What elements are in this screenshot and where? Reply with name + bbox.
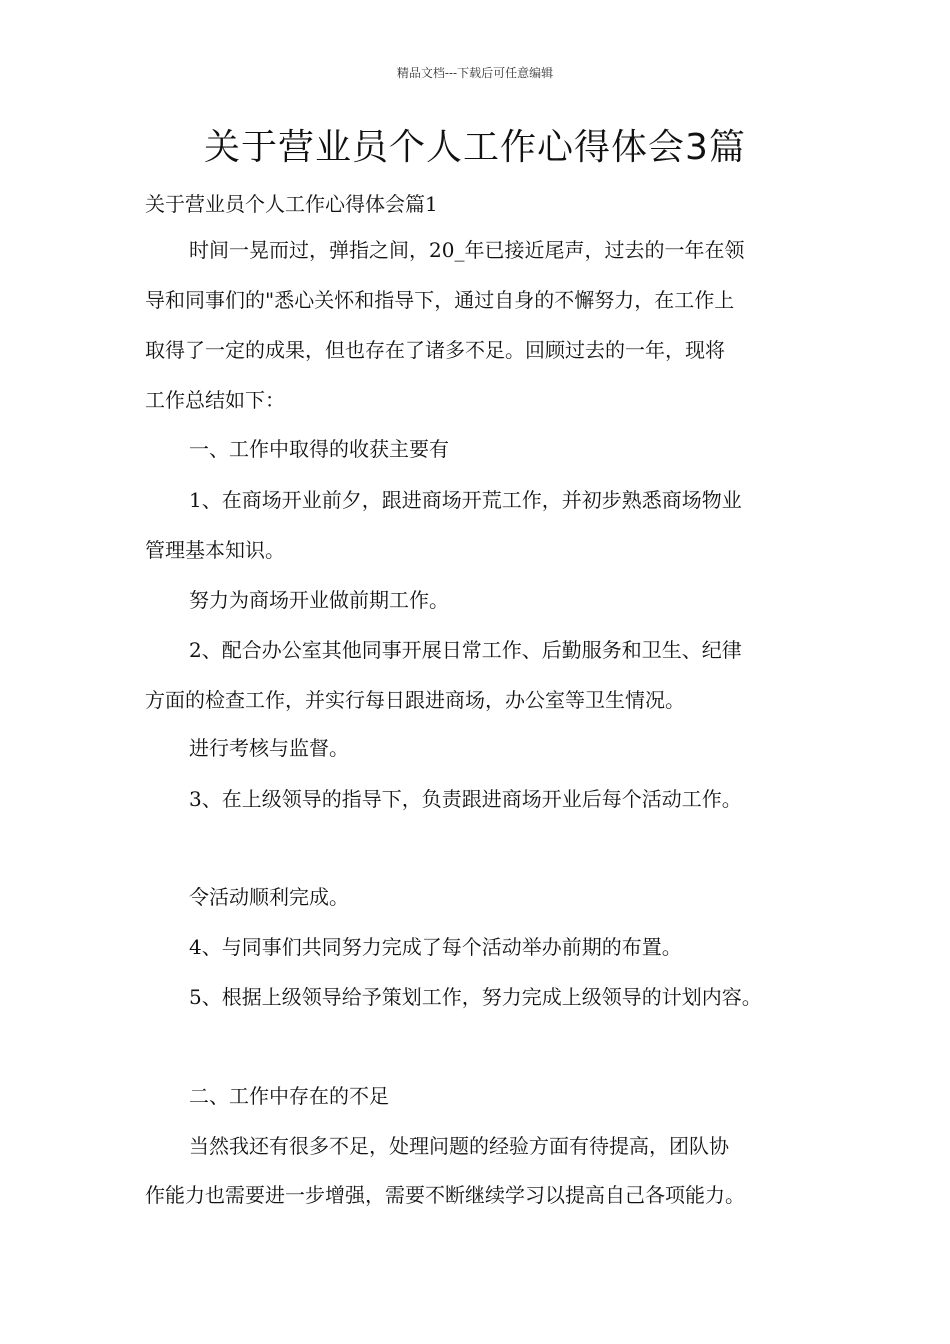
paragraph-line: 当然我还有很多不足，处理问题的经验方面有待提高，团队协 [189,1134,729,1158]
section-heading: 二、工作中存在的不足 [189,1084,389,1108]
header-note: 精品文档---下载后可任意编辑 [396,66,554,80]
paragraph-line: 5、根据上级领导给予策划工作，努力完成上级领导的计划内容。 [189,985,762,1009]
paragraph-line: 方面的检查工作，并实行每日跟进商场，办公室等卫生情况。 [145,688,685,712]
paragraph-line: 令活动顺利完成。 [189,885,349,909]
paragraph-line: 取得了一定的成果，但也存在了诸多不足。回顾过去的一年，现将 [145,338,725,362]
paragraph-line: 2、配合办公室其他同事开展日常工作、后勤服务和卫生、纪律 [189,638,742,662]
paragraph-line: 作能力也需要进一步增强，需要不断继续学习以提高自己各项能力。 [145,1183,745,1207]
section-heading: 一、工作中取得的收获主要有 [189,437,449,461]
paragraph-line: 努力为商场开业做前期工作。 [189,588,449,612]
paragraph-line: 时间一晃而过，弹指之间，20_年已接近尾声，过去的一年在领 [189,238,745,262]
document-title: 关于营业员个人工作心得体会3篇 [204,127,746,168]
paragraph-line: 工作总结如下： [145,388,285,412]
paragraph-line: 导和同事们的"悉心关怀和指导下，通过自身的不懈努力，在工作上 [145,288,735,312]
paragraph-line: 4、与同事们共同努力完成了每个活动举办前期的布置。 [189,935,682,959]
paragraph-line: 进行考核与监督。 [189,736,349,760]
paragraph-line: 3、在上级领导的指导下，负责跟进商场开业后每个活动工作。 [189,787,742,811]
document-subtitle: 关于营业员个人工作心得体会篇1 [145,192,438,216]
paragraph-line: 管理基本知识。 [145,538,285,562]
paragraph-line: 1、在商场开业前夕，跟进商场开荒工作，并初步熟悉商场物业 [189,488,742,512]
